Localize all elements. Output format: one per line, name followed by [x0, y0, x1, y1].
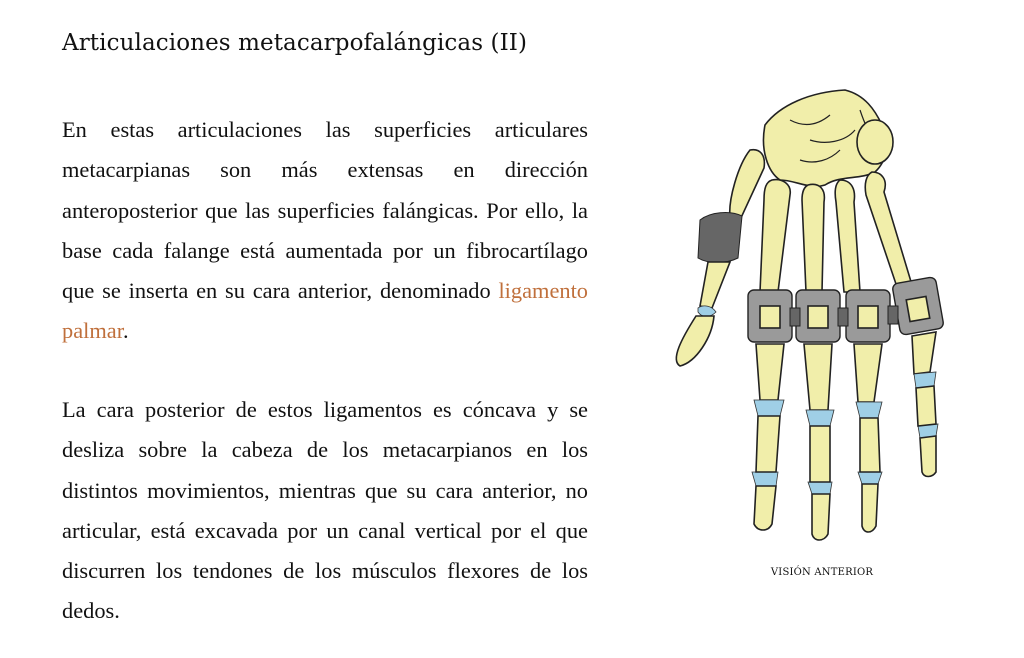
- paragraph-1: [62, 110, 588, 352]
- proximal-phalanges: [756, 332, 936, 410]
- paragraph-2: La cara posterior de estos ligamentos es cóncava y se desliza sobre la cabeza de los metacarpianos en los distintos movimientos, mientras que su cara anterior, no articular, está excavada por un canal vertical por el que discurren los tendones de los músculos flexores de los dedos.: [62, 397, 588, 624]
- hand-skeleton-illustration: [660, 80, 960, 550]
- distal-phalanges: [754, 436, 936, 540]
- figure-caption: VISIÓN ANTERIOR: [770, 567, 874, 578]
- cartilages: [752, 372, 938, 494]
- metacarpals: [760, 172, 912, 292]
- paragraph-1-end: .: [122, 318, 129, 344]
- page-title: Articulaciones metacarpofalángicas (II): [62, 30, 528, 56]
- paragraph-1-text: En estas articulaciones las superficies articulares metacarpianas son más extensas en dirección anteroposterior que las superficies falángicas. Por ello, la base cada falange está aumentada por un fibrocartílago que se inserta en su cara anterior, denominado: [62, 117, 588, 304]
- ligamento-palmar-term: ligamento palmar: [62, 278, 588, 344]
